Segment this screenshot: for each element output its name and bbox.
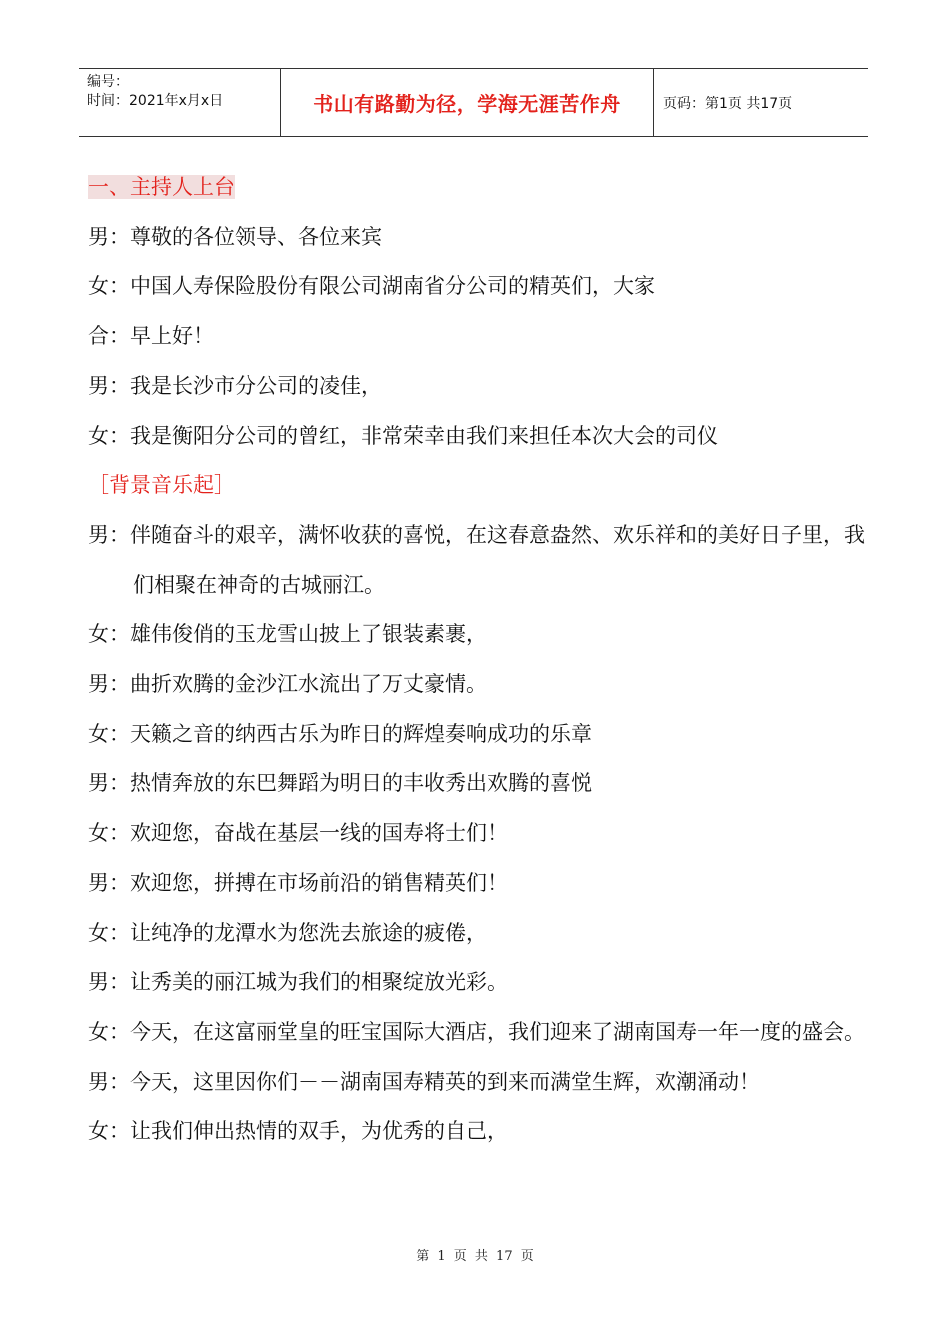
script-line: 女：欢迎您，奋战在基层一线的国寿将士们！ xyxy=(88,821,508,846)
script-line: 女：雄伟俊俏的玉龙雪山披上了银装素裹， xyxy=(88,622,487,647)
script-line: 男：热情奔放的东巴舞蹈为明日的丰收秀出欢腾的喜悦 xyxy=(88,771,592,796)
header-page-info: 页码：第1页 共17页 xyxy=(663,95,793,112)
script-line: 男：欢迎您，拼搏在市场前沿的销售精英们！ xyxy=(88,870,508,895)
script-line: 女：天籁之音的纳西古乐为昨日的辉煌奏响成功的乐章 xyxy=(88,721,592,746)
script-line: 男：今天，这里因你们－－湖南国寿精英的到来而满堂生辉，欢潮涌动！ xyxy=(88,1069,760,1094)
header-motto: 书山有路勤为径，学海无涯苦作舟 xyxy=(281,69,654,136)
script-line: 女：中国人寿保险股份有限公司湖南省分公司的精英们，大家 xyxy=(88,274,655,299)
time-label: 时间：2021年x月x日 xyxy=(87,93,224,109)
script-line: 男：尊敬的各位领导、各位来宾 xyxy=(88,224,382,249)
script-line: 女：今天，在这富丽堂皇的旺宝国际大酒店，我们迎来了湖南国寿一年一度的盛会。 xyxy=(88,1019,865,1044)
script-line: 男：伴随奋斗的艰辛，满怀收获的喜悦，在这春意盎然、欢乐祥和的美好日子里，我们相聚在神奇的古城丽江。 xyxy=(88,522,865,597)
script-line: 女：让纯净的龙潭水为您洗去旅途的疲倦， xyxy=(88,920,487,945)
script-line: 合：早上好！ xyxy=(88,324,214,349)
script-line: 男：曲折欢腾的金沙江水流出了万丈豪情。 xyxy=(88,672,487,697)
header-meta xyxy=(79,69,281,136)
section-heading: 一、主持人上台 xyxy=(88,175,235,199)
number-label: 编号： xyxy=(87,74,129,90)
script-line: 女：让我们伸出热情的双手，为优秀的自己， xyxy=(88,1119,508,1144)
page-footer: 第 1 页 共 17 页 xyxy=(416,1249,534,1264)
script-line: 男：让秀美的丽江城为我们的相聚绽放光彩。 xyxy=(88,970,508,995)
document-body xyxy=(88,163,878,1157)
stage-direction: ［背景音乐起］ xyxy=(88,473,235,498)
script-line: 女：我是衡阳分公司的曾红，非常荣幸由我们来担任本次大会的司仪 xyxy=(88,423,718,448)
page-header xyxy=(79,68,868,137)
script-line: 男：我是长沙市分公司的凌佳， xyxy=(88,373,382,398)
